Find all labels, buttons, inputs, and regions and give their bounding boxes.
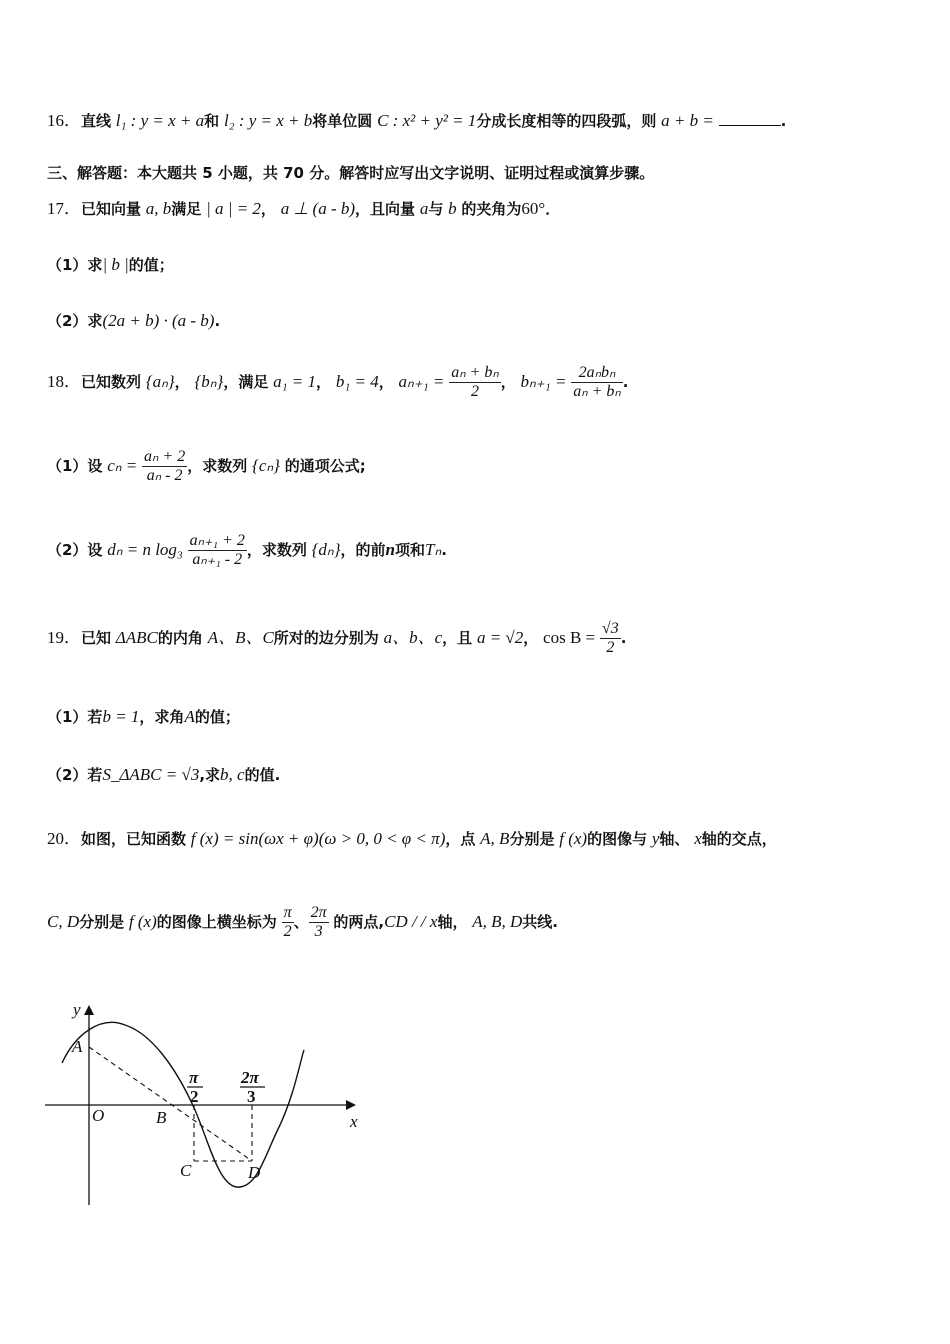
q19-part1: （1）若b = 1，求角A的值；	[47, 707, 240, 726]
tick-2pi-3-num: 2π	[241, 1068, 259, 1087]
y-axis-arrow	[84, 1005, 94, 1015]
point-B-label: B	[156, 1108, 167, 1127]
origin-label: O	[92, 1106, 105, 1125]
q18-part2: （2）设 dₙ = n log₃ $\frac{\text{aₙ₊₁ + 2}}{\text{aₙ₊₁ - 2}}$ ，求数列 {dₙ}，的前n项和Tₙ.	[47, 532, 447, 569]
tick-pi-2-den: 2	[190, 1087, 199, 1106]
q17-part1: （1）求| b |的值；	[47, 255, 174, 274]
point-C-label: C	[180, 1161, 192, 1180]
fraction: $\frac{√3}{2}$	[601, 620, 619, 657]
q16-line2: l₂ : y = x + b	[223, 111, 313, 130]
fraction: $\frac{2\pi}{3}$	[310, 904, 327, 941]
question-16: 16．直线 l₁ : y = x + a和 l₂ : y = x + b将单位圆 C : x² + y² = 1分成长度相等的四段弧，则 a + b = .	[47, 111, 787, 130]
question-20: 20．如图，已知函数 f (x) = sin(ωx + φ)(ω > 0, 0 < φ < π)，点 A, B分别是 f (x)的图像与 y轴、 x轴的交点，	[47, 829, 777, 848]
fraction: $\frac{\pi}{2}$	[283, 904, 292, 941]
question-18: 18．已知数列 {aₙ}， {bₙ}，满足 a₁ = 1， b₁ = 4， aₙ₊₁ = $\frac{\text{aₙ + bₙ}}{2}$ ， bₙ₊₁ = $\frac{\text{2aₙbₙ}}{\text{aₙ + bₙ}}$ .	[47, 364, 629, 401]
question-19: 19．已知 ΔABC的内角 A、B、C所对的边分别为 a、b、c，且 a = √2， cos B = $\frac{√3}{2}$ .	[47, 620, 627, 657]
q16-circle: C : x² + y² = 1	[377, 111, 477, 130]
point-D-label: D	[248, 1163, 261, 1182]
tick-2pi-3-den: 3	[247, 1087, 256, 1106]
fraction: $\frac{\text{aₙ₊₁ + 2}}{\text{aₙ₊₁ - 2}}$	[189, 532, 245, 569]
point-A-label: A	[72, 1037, 83, 1056]
question-17: 17．已知向量 a, b满足 | a | = 2， a ⊥ (a - b)，且向量 a与 b 的夹角为60°．	[47, 199, 561, 218]
fraction: $\frac{\text{aₙ + bₙ}}{2}$	[451, 364, 499, 401]
fraction: $\frac{\text{2aₙbₙ}}{\text{aₙ + bₙ}}$	[573, 364, 621, 401]
q16-number: 16．	[47, 111, 81, 130]
q19-part2: （2）若S_ΔABC = √3,求b, c的值.	[47, 765, 281, 784]
section-3-header: 三、解答题：本大题共 5 小题，共 70 分。解答时应写出文字说明、证明过程或演算步骤。	[47, 164, 655, 182]
x-axis-arrow	[346, 1100, 356, 1110]
y-axis-label: y	[73, 1000, 81, 1019]
question-20-cont: C, D分别是 f (x)的图像上横坐标为 $\frac{\pi}{2}$ 、 $\frac{2\pi}{3}$ 的两点,CD / / x轴， A, B, D共线.	[47, 904, 558, 941]
fraction: $\frac{\text{aₙ + 2}}{\text{aₙ - 2}}$	[144, 448, 186, 485]
x-axis-label: x	[350, 1112, 358, 1131]
tick-pi-2-num: π	[189, 1068, 199, 1087]
q17-part2: （2）求(2a + b) · (a - b).	[47, 311, 221, 330]
answer-blank	[719, 111, 781, 126]
q18-part1: （1）设 cₙ = $\frac{\text{aₙ + 2}}{\text{aₙ - 2}}$ ，求数列 {cₙ} 的通项公式;	[47, 448, 366, 485]
q16-line1: l₁ : y = x + a	[115, 111, 205, 130]
sine-graph	[40, 995, 370, 1210]
